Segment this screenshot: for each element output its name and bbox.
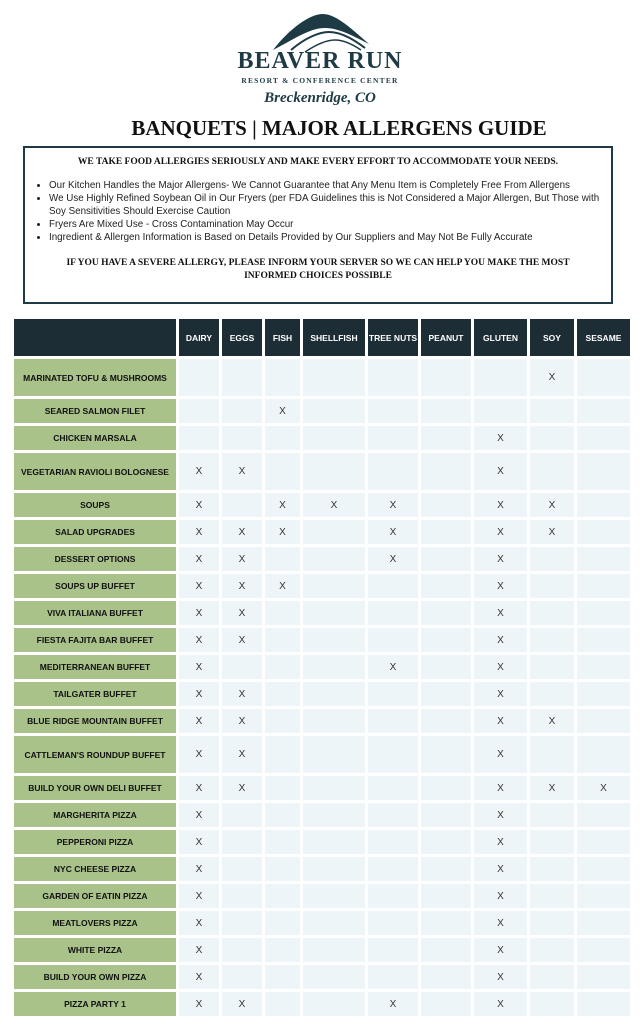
menu-item-name: BLUE RIDGE MOUNTAIN BUFFET xyxy=(14,709,176,733)
allergen-cell-eggs: X xyxy=(222,709,262,733)
allergen-cell-peanut xyxy=(421,655,471,679)
table-row xyxy=(14,601,630,625)
allergen-cell-fish xyxy=(265,736,300,773)
allergen-cell-dairy xyxy=(179,399,219,423)
allergen-cell-shellfish xyxy=(303,453,365,490)
menu-item-name: CATTLEMAN'S ROUNDUP BUFFET xyxy=(14,736,176,773)
allergen-cell-tree-nuts: X xyxy=(368,547,418,571)
allergen-cell-peanut xyxy=(421,493,471,517)
column-header: TREE NUTS xyxy=(368,319,418,356)
allergen-table xyxy=(11,316,633,1019)
allergen-cell-dairy: X xyxy=(179,601,219,625)
allergen-cell-eggs: X xyxy=(222,520,262,544)
allergen-cell-dairy: X xyxy=(179,830,219,854)
allergen-cell-shellfish: X xyxy=(303,493,365,517)
allergen-cell-tree-nuts xyxy=(368,830,418,854)
allergen-cell-dairy: X xyxy=(179,776,219,800)
allergen-cell-gluten: X xyxy=(474,655,527,679)
menu-item-name: TAILGATER BUFFET xyxy=(14,682,176,706)
table-row xyxy=(14,857,630,881)
allergen-cell-gluten: X xyxy=(474,453,527,490)
allergen-cell-soy: X xyxy=(530,359,574,396)
allergen-cell-gluten: X xyxy=(474,547,527,571)
brand-subtitle: RESORT & CONFERENCE CENTER xyxy=(241,76,399,85)
allergen-cell-peanut xyxy=(421,453,471,490)
allergen-cell-eggs xyxy=(222,884,262,908)
allergen-cell-dairy: X xyxy=(179,709,219,733)
allergen-cell-gluten: X xyxy=(474,911,527,935)
allergen-cell-gluten: X xyxy=(474,682,527,706)
allergen-cell-fish xyxy=(265,682,300,706)
allergen-cell-peanut xyxy=(421,359,471,396)
table-row xyxy=(14,574,630,598)
allergen-cell-gluten: X xyxy=(474,803,527,827)
allergen-cell-shellfish xyxy=(303,399,365,423)
allergen-cell-dairy: X xyxy=(179,803,219,827)
allergen-cell-fish xyxy=(265,857,300,881)
allergen-cell-peanut xyxy=(421,736,471,773)
allergen-cell-gluten xyxy=(474,399,527,423)
allergen-cell-fish xyxy=(265,830,300,854)
allergen-cell-gluten: X xyxy=(474,857,527,881)
allergen-cell-eggs xyxy=(222,803,262,827)
menu-item-name: VEGETARIAN RAVIOLI BOLOGNESE xyxy=(14,453,176,490)
allergen-cell-tree-nuts xyxy=(368,736,418,773)
menu-item-name: BUILD YOUR OWN PIZZA xyxy=(14,965,176,989)
allergen-cell-peanut xyxy=(421,520,471,544)
allergen-cell-eggs: X xyxy=(222,628,262,652)
allergen-cell-tree-nuts xyxy=(368,803,418,827)
table-row xyxy=(14,736,630,773)
allergen-cell-gluten: X xyxy=(474,965,527,989)
allergen-cell-shellfish xyxy=(303,736,365,773)
allergen-cell-eggs xyxy=(222,965,262,989)
allergen-cell-gluten: X xyxy=(474,574,527,598)
allergen-cell-fish: X xyxy=(265,520,300,544)
allergen-cell-fish xyxy=(265,655,300,679)
allergen-cell-peanut xyxy=(421,601,471,625)
allergen-cell-tree-nuts xyxy=(368,399,418,423)
notice-bullet: • Fryers Are Mixed Use - Cross Contamination May Occur xyxy=(49,218,611,231)
allergen-cell-shellfish xyxy=(303,803,365,827)
allergen-cell-tree-nuts: X xyxy=(368,992,418,1016)
allergen-cell-eggs xyxy=(222,493,262,517)
allergen-cell-shellfish xyxy=(303,601,365,625)
allergen-cell-tree-nuts xyxy=(368,857,418,881)
allergen-cell-dairy: X xyxy=(179,453,219,490)
header-blank xyxy=(14,319,176,356)
allergen-cell-gluten: X xyxy=(474,992,527,1016)
allergen-cell-fish xyxy=(265,776,300,800)
notice-bullet: • We Use Highly Refined Soybean Oil in Our Fryers (per FDA Guidelines this is Not Considered a Major Allergen, But Those with Soy Sensitivities Should Exercise Caution xyxy=(49,192,611,218)
table-row xyxy=(14,965,630,989)
allergen-cell-gluten: X xyxy=(474,709,527,733)
allergy-notice-box xyxy=(23,146,613,304)
allergen-cell-fish: X xyxy=(265,493,300,517)
allergen-cell-eggs xyxy=(222,830,262,854)
table-row xyxy=(14,453,630,490)
allergen-cell-tree-nuts xyxy=(368,911,418,935)
table-row xyxy=(14,359,630,396)
menu-item-name: SALAD UPGRADES xyxy=(14,520,176,544)
allergen-cell-peanut xyxy=(421,911,471,935)
allergen-cell-gluten: X xyxy=(474,426,527,450)
column-header: EGGS xyxy=(222,319,262,356)
column-header: GLUTEN xyxy=(474,319,527,356)
allergen-cell-sesame xyxy=(577,655,630,679)
allergen-cell-dairy: X xyxy=(179,965,219,989)
table-header-row xyxy=(14,319,630,356)
table-row xyxy=(14,547,630,571)
allergen-cell-fish xyxy=(265,938,300,962)
allergen-cell-peanut xyxy=(421,776,471,800)
allergen-cell-dairy xyxy=(179,359,219,396)
allergen-cell-fish: X xyxy=(265,574,300,598)
allergen-cell-shellfish xyxy=(303,830,365,854)
allergen-cell-dairy: X xyxy=(179,682,219,706)
table-row xyxy=(14,426,630,450)
allergen-cell-soy xyxy=(530,453,574,490)
allergen-cell-soy xyxy=(530,655,574,679)
column-header: SHELLFISH xyxy=(303,319,365,356)
allergen-cell-soy xyxy=(530,736,574,773)
allergen-cell-fish xyxy=(265,426,300,450)
allergen-cell-fish xyxy=(265,965,300,989)
menu-item-name: MARGHERITA PIZZA xyxy=(14,803,176,827)
allergen-cell-soy xyxy=(530,628,574,652)
allergen-cell-shellfish xyxy=(303,776,365,800)
allergen-cell-soy: X xyxy=(530,776,574,800)
allergen-cell-dairy xyxy=(179,426,219,450)
menu-item-name: BUILD YOUR OWN DELI BUFFET xyxy=(14,776,176,800)
allergen-cell-dairy: X xyxy=(179,736,219,773)
allergen-cell-dairy: X xyxy=(179,655,219,679)
allergen-cell-eggs xyxy=(222,426,262,450)
allergen-cell-sesame xyxy=(577,601,630,625)
allergen-cell-sesame xyxy=(577,911,630,935)
table-row xyxy=(14,493,630,517)
column-header: SOY xyxy=(530,319,574,356)
allergen-cell-tree-nuts xyxy=(368,574,418,598)
allergen-cell-sesame xyxy=(577,682,630,706)
menu-item-name: DESSERT OPTIONS xyxy=(14,547,176,571)
allergen-cell-sesame xyxy=(577,399,630,423)
menu-item-name: FIESTA FAJITA BAR BUFFET xyxy=(14,628,176,652)
column-header: PEANUT xyxy=(421,319,471,356)
allergen-cell-soy xyxy=(530,938,574,962)
table-row xyxy=(14,655,630,679)
allergen-cell-gluten xyxy=(474,359,527,396)
allergen-cell-sesame xyxy=(577,857,630,881)
allergen-cell-peanut xyxy=(421,574,471,598)
allergen-cell-sesame xyxy=(577,359,630,396)
allergen-cell-sesame xyxy=(577,628,630,652)
allergen-cell-shellfish xyxy=(303,911,365,935)
allergen-cell-shellfish xyxy=(303,547,365,571)
allergen-cell-sesame xyxy=(577,493,630,517)
allergen-cell-eggs: X xyxy=(222,776,262,800)
allergen-cell-peanut xyxy=(421,803,471,827)
allergen-cell-soy xyxy=(530,601,574,625)
table-row xyxy=(14,938,630,962)
allergen-cell-tree-nuts xyxy=(368,628,418,652)
allergen-cell-fish xyxy=(265,547,300,571)
allergen-cell-gluten: X xyxy=(474,938,527,962)
allergen-cell-tree-nuts: X xyxy=(368,493,418,517)
allergen-cell-soy xyxy=(530,857,574,881)
allergen-cell-sesame xyxy=(577,884,630,908)
menu-item-name: WHITE PIZZA xyxy=(14,938,176,962)
allergen-cell-sesame xyxy=(577,803,630,827)
allergen-cell-peanut xyxy=(421,992,471,1016)
allergen-cell-dairy: X xyxy=(179,911,219,935)
allergen-cell-fish xyxy=(265,601,300,625)
allergen-cell-shellfish xyxy=(303,426,365,450)
table-row xyxy=(14,709,630,733)
menu-item-name: SOUPS xyxy=(14,493,176,517)
menu-item-name: GARDEN OF EATIN PIZZA xyxy=(14,884,176,908)
menu-item-name: PIZZA PARTY 1 xyxy=(14,992,176,1016)
allergen-cell-soy xyxy=(530,803,574,827)
allergen-cell-tree-nuts xyxy=(368,965,418,989)
allergen-cell-sesame xyxy=(577,574,630,598)
location: Breckenridge, CO xyxy=(264,90,376,106)
allergen-cell-gluten: X xyxy=(474,601,527,625)
allergen-cell-peanut xyxy=(421,399,471,423)
allergen-cell-gluten: X xyxy=(474,736,527,773)
table-row xyxy=(14,399,630,423)
notice-bullet: • Ingredient & Allergen Information is Based on Details Provided by Our Suppliers and May Not Be Fully Accurate xyxy=(49,231,611,244)
allergen-cell-dairy: X xyxy=(179,520,219,544)
allergen-cell-shellfish xyxy=(303,574,365,598)
allergen-cell-eggs: X xyxy=(222,601,262,625)
allergen-cell-peanut xyxy=(421,426,471,450)
allergen-cell-eggs xyxy=(222,359,262,396)
allergen-cell-tree-nuts: X xyxy=(368,655,418,679)
allergen-cell-sesame xyxy=(577,965,630,989)
logo xyxy=(0,10,640,107)
allergen-cell-fish xyxy=(265,628,300,652)
allergen-cell-fish xyxy=(265,911,300,935)
allergen-cell-soy xyxy=(530,574,574,598)
allergen-cell-tree-nuts xyxy=(368,682,418,706)
column-header: SESAME xyxy=(577,319,630,356)
menu-item-name: NYC CHEESE PIZZA xyxy=(14,857,176,881)
allergen-cell-fish xyxy=(265,884,300,908)
allergen-cell-tree-nuts xyxy=(368,776,418,800)
allergen-cell-dairy: X xyxy=(179,574,219,598)
allergen-cell-shellfish xyxy=(303,655,365,679)
table-row xyxy=(14,803,630,827)
allergen-cell-dairy: X xyxy=(179,547,219,571)
menu-item-name: MARINATED TOFU & MUSHROOMS xyxy=(14,359,176,396)
allergen-cell-soy xyxy=(530,830,574,854)
allergen-cell-tree-nuts xyxy=(368,453,418,490)
allergen-cell-dairy: X xyxy=(179,992,219,1016)
allergen-cell-soy xyxy=(530,399,574,423)
table-row xyxy=(14,776,630,800)
allergen-cell-tree-nuts xyxy=(368,601,418,625)
allergen-cell-tree-nuts xyxy=(368,938,418,962)
allergen-cell-eggs xyxy=(222,938,262,962)
allergen-cell-fish: X xyxy=(265,399,300,423)
allergen-cell-shellfish xyxy=(303,857,365,881)
page-title: BANQUETS | MAJOR ALLERGENS GUIDE xyxy=(131,116,547,140)
allergen-cell-shellfish xyxy=(303,520,365,544)
allergen-cell-sesame xyxy=(577,426,630,450)
allergen-cell-sesame xyxy=(577,547,630,571)
allergen-cell-shellfish xyxy=(303,682,365,706)
table-row xyxy=(14,520,630,544)
menu-item-name: VIVA ITALIANA BUFFET xyxy=(14,601,176,625)
allergen-cell-gluten: X xyxy=(474,520,527,544)
allergen-cell-tree-nuts: X xyxy=(368,520,418,544)
allergen-cell-soy xyxy=(530,426,574,450)
notice-list xyxy=(25,179,611,244)
allergen-cell-soy: X xyxy=(530,493,574,517)
allergen-cell-soy xyxy=(530,965,574,989)
table-row xyxy=(14,992,630,1016)
allergen-cell-peanut xyxy=(421,709,471,733)
column-header: FISH xyxy=(265,319,300,356)
allergen-cell-eggs: X xyxy=(222,736,262,773)
allergen-cell-peanut xyxy=(421,628,471,652)
allergen-cell-dairy: X xyxy=(179,938,219,962)
table-body xyxy=(14,359,630,1016)
table-row xyxy=(14,682,630,706)
allergen-cell-gluten: X xyxy=(474,830,527,854)
allergen-cell-soy xyxy=(530,992,574,1016)
allergen-cell-sesame: X xyxy=(577,776,630,800)
allergen-cell-tree-nuts xyxy=(368,709,418,733)
allergen-cell-sesame xyxy=(577,830,630,854)
allergen-cell-soy xyxy=(530,884,574,908)
allergen-cell-shellfish xyxy=(303,628,365,652)
allergen-cell-eggs xyxy=(222,655,262,679)
allergen-cell-eggs xyxy=(222,857,262,881)
menu-item-name: PEPPERONI PIZZA xyxy=(14,830,176,854)
allergen-cell-soy xyxy=(530,682,574,706)
menu-item-name: MEDITERRANEAN BUFFET xyxy=(14,655,176,679)
allergen-cell-shellfish xyxy=(303,709,365,733)
menu-item-name: SEARED SALMON FILET xyxy=(14,399,176,423)
allergen-cell-tree-nuts xyxy=(368,426,418,450)
allergen-cell-tree-nuts xyxy=(368,884,418,908)
allergen-cell-soy xyxy=(530,911,574,935)
notice-bullet: • Our Kitchen Handles the Major Allergens- We Cannot Guarantee that Any Menu Item is Completely Free From Allergens xyxy=(49,179,611,192)
allergen-cell-peanut xyxy=(421,884,471,908)
menu-item-name: MEATLOVERS PIZZA xyxy=(14,911,176,935)
allergen-cell-gluten: X xyxy=(474,884,527,908)
allergen-cell-dairy: X xyxy=(179,857,219,881)
allergen-cell-soy: X xyxy=(530,520,574,544)
brand-name: BEAVER RUN xyxy=(237,48,403,74)
allergen-cell-sesame xyxy=(577,736,630,773)
allergen-cell-dairy: X xyxy=(179,628,219,652)
table-row xyxy=(14,911,630,935)
allergen-cell-eggs xyxy=(222,399,262,423)
table-row xyxy=(14,830,630,854)
allergen-cell-eggs: X xyxy=(222,574,262,598)
allergen-cell-shellfish xyxy=(303,884,365,908)
allergen-cell-shellfish xyxy=(303,938,365,962)
allergen-cell-eggs: X xyxy=(222,682,262,706)
allergen-cell-peanut xyxy=(421,547,471,571)
allergen-cell-sesame xyxy=(577,520,630,544)
allergen-cell-peanut xyxy=(421,682,471,706)
menu-item-name: SOUPS UP BUFFET xyxy=(14,574,176,598)
allergen-cell-fish xyxy=(265,359,300,396)
allergen-cell-soy: X xyxy=(530,709,574,733)
column-header: DAIRY xyxy=(179,319,219,356)
allergen-cell-sesame xyxy=(577,453,630,490)
allergen-cell-shellfish xyxy=(303,359,365,396)
allergen-cell-peanut xyxy=(421,857,471,881)
notice-footer: IF YOU HAVE A SEVERE ALLERGY, PLEASE INFORM YOUR SERVER SO WE CAN HELP YOU MAKE THE MOST INFORMED CHOICES POSSIBLE xyxy=(66,258,570,281)
allergen-cell-sesame xyxy=(577,938,630,962)
allergen-cell-eggs: X xyxy=(222,547,262,571)
allergen-cell-sesame xyxy=(577,992,630,1016)
allergen-cell-peanut xyxy=(421,965,471,989)
allergen-cell-fish xyxy=(265,453,300,490)
allergen-cell-soy xyxy=(530,547,574,571)
table-row xyxy=(14,884,630,908)
allergen-cell-fish xyxy=(265,803,300,827)
allergen-cell-eggs: X xyxy=(222,453,262,490)
allergen-cell-fish xyxy=(265,709,300,733)
allergen-cell-gluten: X xyxy=(474,493,527,517)
allergen-cell-eggs: X xyxy=(222,992,262,1016)
allergen-cell-tree-nuts xyxy=(368,359,418,396)
allergen-cell-sesame xyxy=(577,709,630,733)
table-row xyxy=(14,628,630,652)
allergen-cell-peanut xyxy=(421,938,471,962)
allergen-cell-eggs xyxy=(222,911,262,935)
allergen-cell-gluten: X xyxy=(474,776,527,800)
allergen-cell-shellfish xyxy=(303,965,365,989)
allergen-cell-gluten: X xyxy=(474,628,527,652)
notice-heading: WE TAKE FOOD ALLERGIES SERIOUSLY AND MAKE EVERY EFFORT TO ACCOMMODATE YOUR NEEDS. xyxy=(77,157,559,167)
menu-item-name: CHICKEN MARSALA xyxy=(14,426,176,450)
allergen-cell-fish xyxy=(265,992,300,1016)
allergen-cell-dairy: X xyxy=(179,884,219,908)
allergen-cell-shellfish xyxy=(303,992,365,1016)
allergen-cell-dairy: X xyxy=(179,493,219,517)
allergen-cell-peanut xyxy=(421,830,471,854)
